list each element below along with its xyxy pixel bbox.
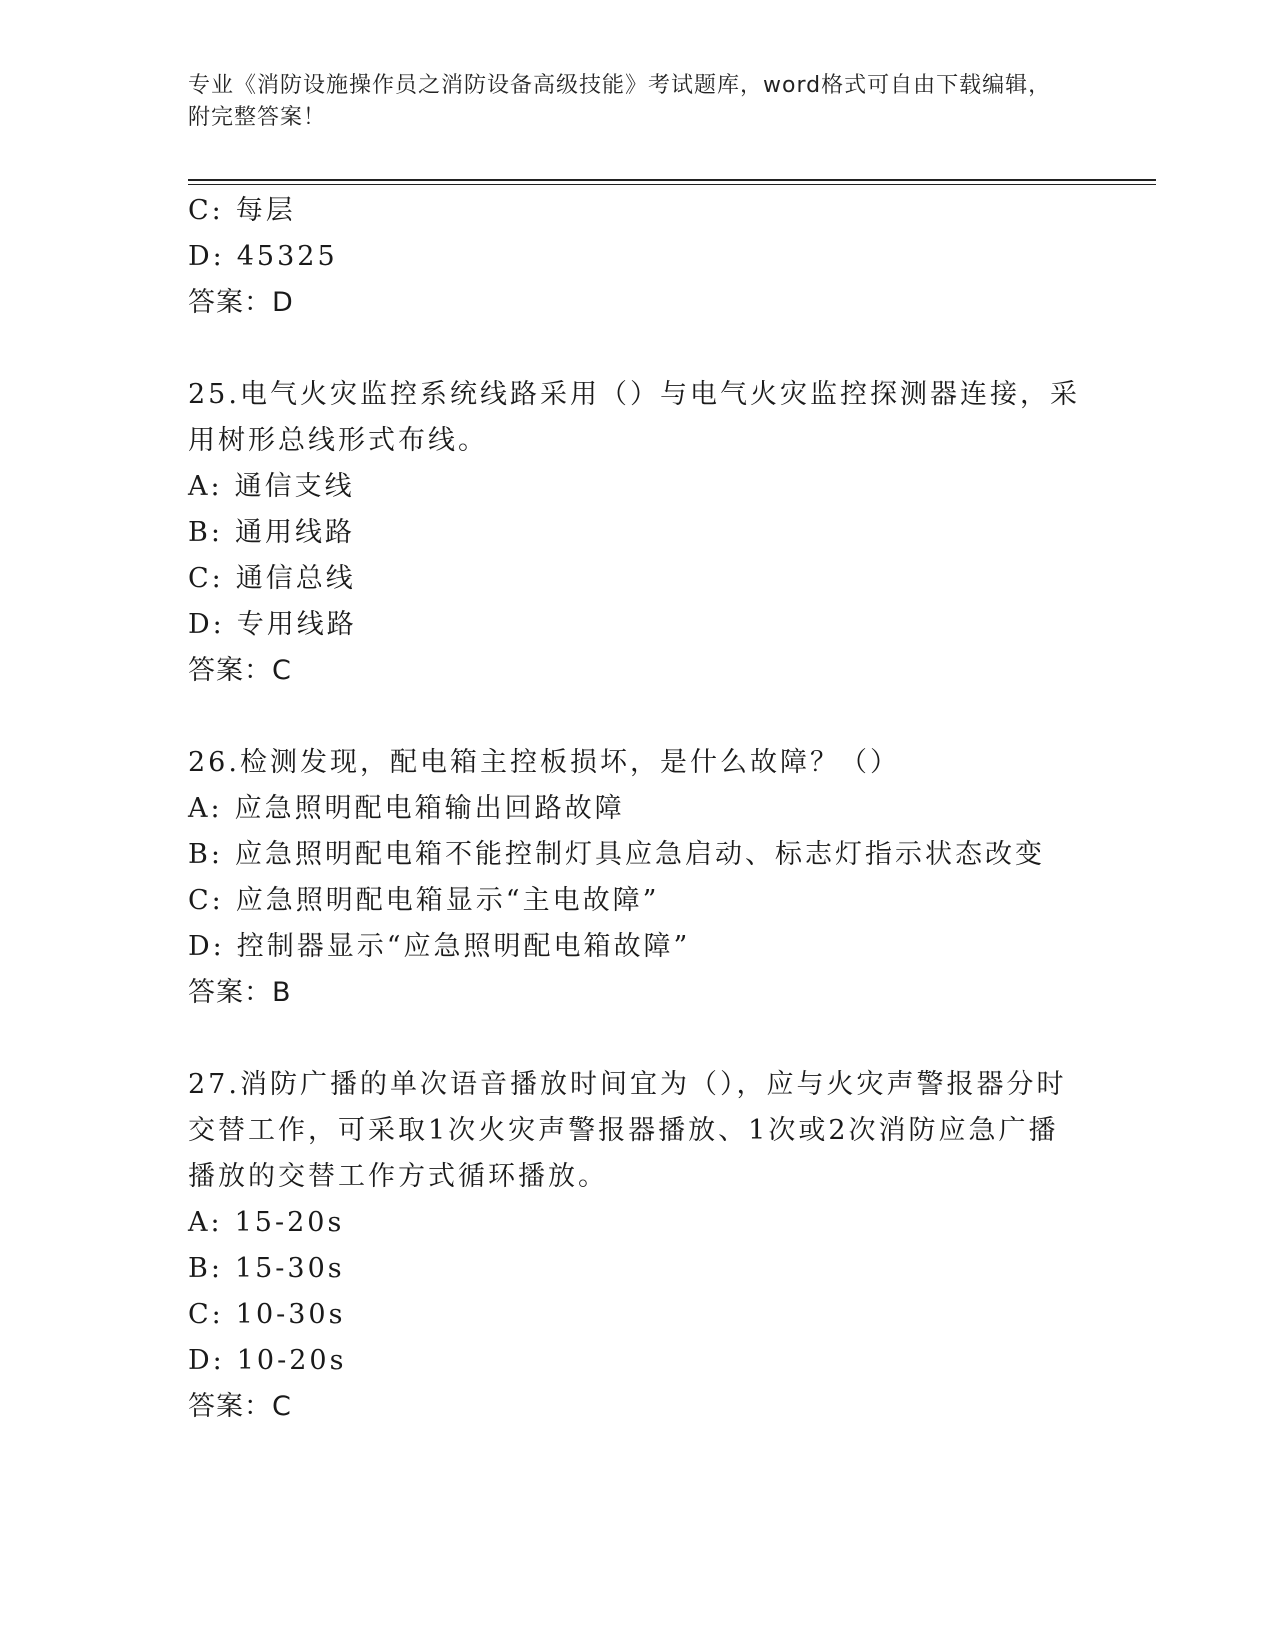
option-line <box>188 188 1088 234</box>
option-key: D: <box>188 609 225 640</box>
option-line <box>188 924 1088 970</box>
option-line <box>188 464 1088 510</box>
option-text: 专用线路 <box>236 609 357 640</box>
option-text: 应急照明配电箱显示“主电故障” <box>235 885 660 916</box>
option-line <box>188 1338 1088 1384</box>
option-text: 通用线路 <box>234 517 355 548</box>
option-line <box>188 1246 1088 1292</box>
option-key: B: <box>188 839 223 870</box>
option-line <box>188 556 1088 602</box>
question-stem: 27.消防广播的单次语音播放时间宜为（），应与火灾声警报器分时交替工作，可采取1次火灾声警报器播放、1次或2次消防应急广播播放的交替工作方式循环播放。 <box>188 1069 1067 1192</box>
question-stem: 25.电气火灾监控系统线路采用（）与电气火灾监控探测器连接，采用树形总线形式布线。 <box>188 379 1080 456</box>
option-text: 每层 <box>235 195 296 226</box>
option-key: B: <box>188 517 223 548</box>
option-text: 10-30s <box>235 1299 346 1330</box>
option-text: 通信支线 <box>234 471 355 502</box>
header-rule-thick <box>188 179 1156 181</box>
option-text: 15-20s <box>234 1207 345 1238</box>
option-key: A: <box>188 471 223 502</box>
option-text: 通信总线 <box>235 563 356 594</box>
option-key: C: <box>188 195 224 226</box>
option-text: 控制器显示“应急照明配电箱故障” <box>236 931 691 962</box>
option-key: A: <box>188 793 223 824</box>
option-key: D: <box>188 931 225 962</box>
option-line <box>188 786 1088 832</box>
option-key: D: <box>188 1345 225 1376</box>
option-text: 10-20s <box>236 1345 347 1376</box>
option-line <box>188 1200 1088 1246</box>
header-rule-thin <box>188 184 1156 185</box>
option-line <box>188 1292 1088 1338</box>
option-key: C: <box>188 885 224 916</box>
option-text: 15-30s <box>234 1253 345 1284</box>
option-line <box>188 234 1088 280</box>
option-key: C: <box>188 1299 224 1330</box>
option-key: B: <box>188 1253 223 1284</box>
document-header: 专业《消防设施操作员之消防设备高级技能》考试题库，word格式可自由下载编辑，附完整答案！ <box>188 73 1052 130</box>
option-line <box>188 878 1088 924</box>
option-text: 45325 <box>236 241 338 272</box>
option-key: C: <box>188 563 224 594</box>
option-text: 应急照明配电箱不能控制灯具应急启动、标志灯指示状态改变 <box>234 839 1045 870</box>
answer-line: 答案：B <box>188 977 292 1008</box>
option-key: D: <box>188 241 225 272</box>
option-line <box>188 510 1088 556</box>
option-key: A: <box>188 1207 223 1238</box>
option-line <box>188 602 1088 648</box>
answer-line: 答案：D <box>188 287 294 318</box>
question-content <box>188 188 1088 1430</box>
answer-line: 答案：C <box>188 655 292 686</box>
answer-line: 答案：C <box>188 1391 292 1422</box>
question-stem: 26.检测发现，配电箱主控板损坏，是什么故障？（） <box>188 747 900 778</box>
option-line <box>188 832 1088 878</box>
option-text: 应急照明配电箱输出回路故障 <box>234 793 625 824</box>
